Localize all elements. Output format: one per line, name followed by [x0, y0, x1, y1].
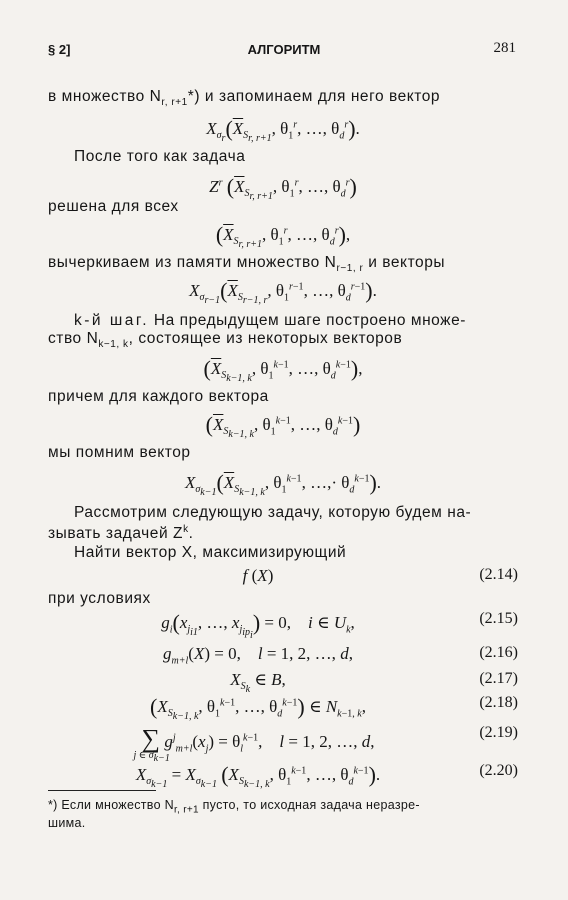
- formula-4: $X_{\sigma_{r-1}}(\overline{X}_{S_{r-1, r}}$, $\theta_1^{r-1}$, …, $\theta_d^{r-1}$).: [189, 278, 377, 307]
- equation-body: $g_{m+l}(X) = 0$, l = 1, 2, …, d,: [163, 644, 353, 667]
- equation-body: ∑ j ∈ $\sigma_{k-1}$ $g^j_{m+l}(x_j) = \theta_l^{k-1}$, l = 1, 2, …, d,: [133, 724, 375, 764]
- equation-number: (2.18): [479, 694, 518, 711]
- paragraph-line: решена для всех: [48, 198, 179, 215]
- equation-number: (2.15): [479, 610, 518, 627]
- running-title: АЛГОРИТМ: [247, 42, 321, 57]
- equation-body: f (X): [242, 566, 274, 585]
- paragraph-line: причем для каждого вектора: [48, 388, 269, 405]
- formula-3: ($\overline{X}_{S_{r, r+1}}$, $\theta_1^r$, …, $\theta_d^r$),: [215, 222, 351, 251]
- footnote-rule: [48, 790, 156, 791]
- equation-number: (2.20): [479, 762, 518, 779]
- paragraph-line: k-й шаг. На предыдущем шаге построено множе-: [74, 312, 466, 329]
- section-marker: § 2]: [48, 42, 71, 57]
- paragraph-line: в множество $N_{r, r+1}*$) и запоминаем для него вектор: [48, 88, 441, 109]
- paragraph-line: После того как задача: [74, 148, 246, 165]
- equation-number: (2.16): [479, 644, 518, 661]
- equation-number: (2.19): [479, 724, 518, 741]
- formula-1: $X_{\sigma_r}(\overline{X}_{S_{r, r+1}}$, $\theta_1^r$, …, $\theta_d^r$).: [206, 116, 360, 145]
- equation-body: ($X_{S_{k-1, k}}$, $\theta_1^{k-1}$, …, $\theta_d^{k-1}$) ∈ $N_{k-1, k}$,: [150, 694, 366, 723]
- equation-body: $X_{S_k}$ ∈ B,: [230, 670, 286, 696]
- paragraph-line: зывать задачей $Z^k$.: [48, 524, 194, 543]
- equation-body: $X_{\sigma_{k-1}} = X_{\sigma_{k-1}}$ ($X_{S_{k-1, k}}$, $\theta_1^{k-1}$, …, $\theta_d^{k-1}$).: [135, 762, 381, 791]
- page-number: 281: [493, 40, 516, 56]
- formula-2: $Z^r$ ($\overline{X}_{S_{r, r+1}}$, $\theta_1^r$, …, $\theta_d^r$): [209, 174, 357, 203]
- paragraph-line: Рассмотрим следующую задачу, которую будем на-: [74, 504, 472, 521]
- paragraph-line: при условиях: [48, 590, 151, 607]
- step-label: k-й шаг.: [74, 312, 149, 329]
- footnote-line: шима.: [48, 816, 86, 830]
- paragraph-line: мы помним вектор: [48, 444, 191, 461]
- paragraph-line: ство $N_{k-1, k}$, состоящее из некоторых векторов: [48, 330, 403, 351]
- formula-7: $X_{\sigma_{k-1}}(\overline{X}_{S_{k-1, k}}$, $\theta_1^{k-1}$, …,· $\theta_d^{k-1}$).: [184, 470, 382, 499]
- equation-number: (2.17): [479, 670, 518, 687]
- paragraph-line: вычеркиваем из памяти множество $N_{r-1, r}$ и векторы: [48, 254, 446, 275]
- formula-5: ($\overline{X}_{S_{k-1, k}}$, $\theta_1^{k-1}$, …, $\theta_d^{k-1}$),: [203, 356, 363, 385]
- footnote-line: *) Если множество $N_{r, r+1}$ пусто, то исходная задача неразре-: [48, 798, 420, 816]
- paragraph-line: Найти вектор X, максимизирующий: [74, 544, 347, 561]
- equation-body: $g_i(x_{j_{i1}}$, …, $x_{j_{ip_i}}) = 0$, i ∈ $U_k$,: [161, 610, 355, 642]
- equation-number: (2.14): [479, 566, 518, 583]
- formula-6: ($\overline{X}_{S_{k-1, k}}$, $\theta_1^{k-1}$, …, $\theta_d^{k-1}$): [205, 412, 361, 441]
